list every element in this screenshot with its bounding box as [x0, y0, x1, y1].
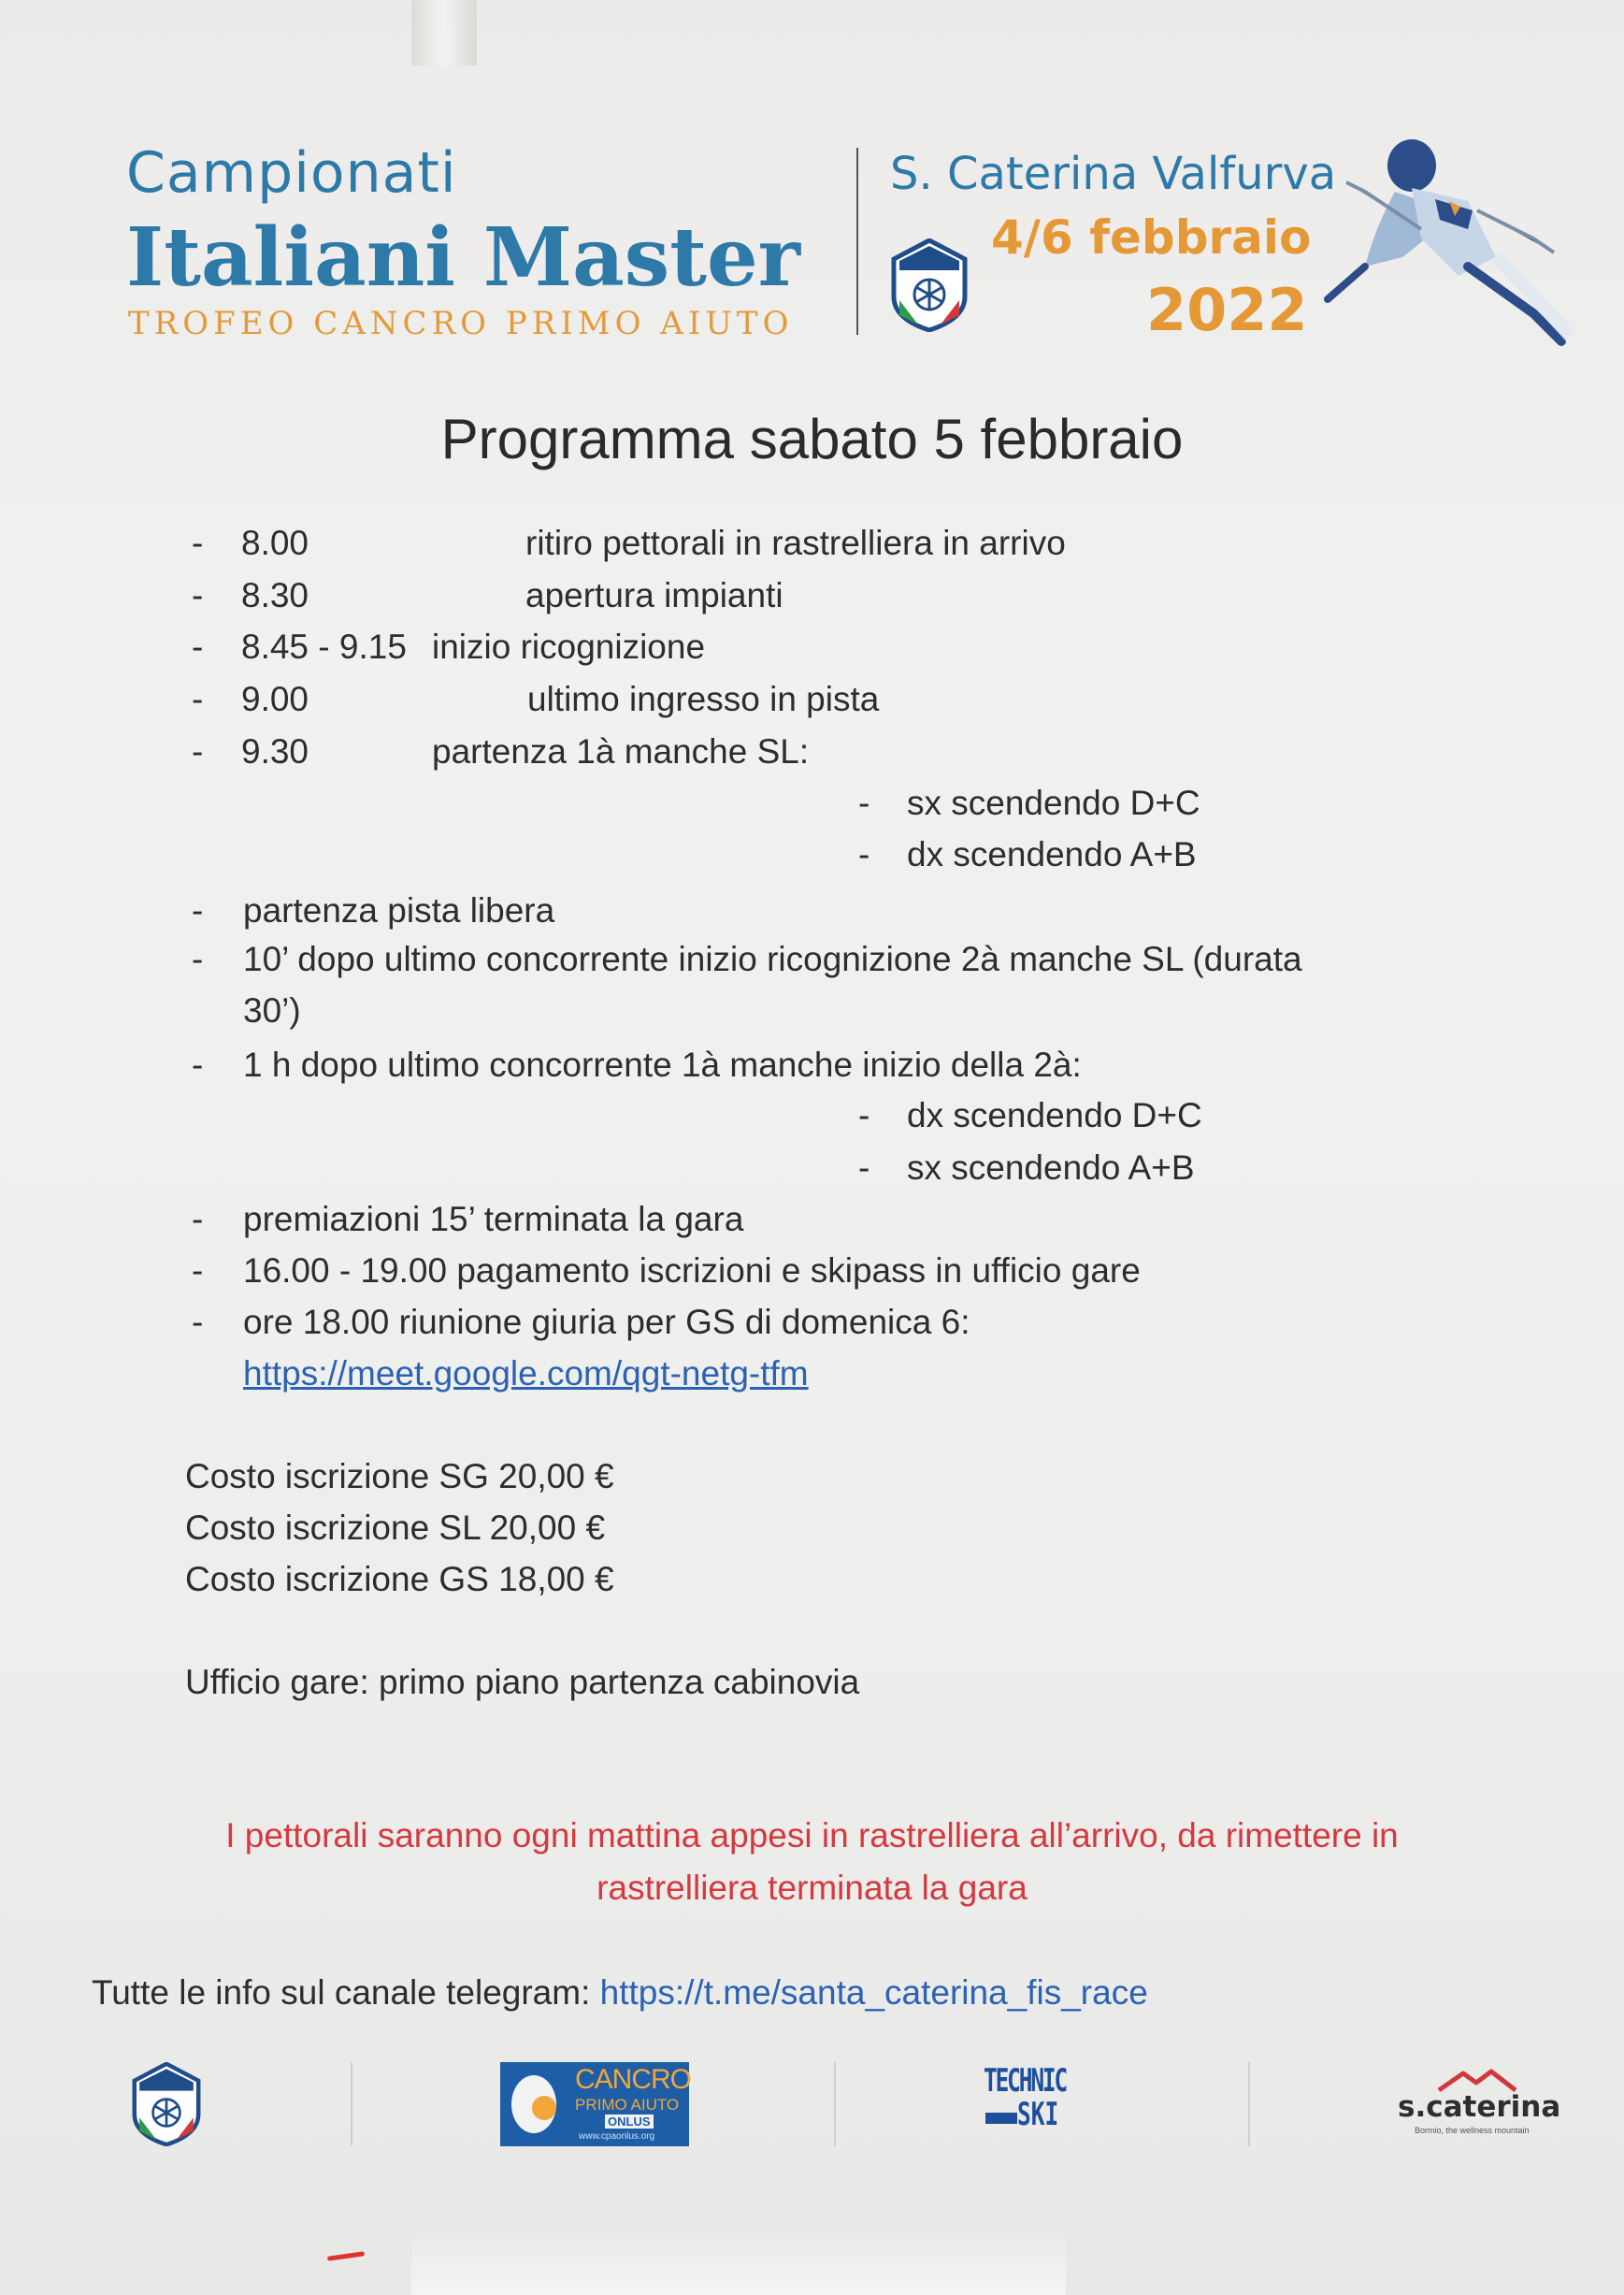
bib-notice-line2: rastrelliera terminata la gara — [596, 1869, 1028, 1907]
schedule-time: 8.00 — [241, 524, 309, 562]
sub-bullet-dash: - — [858, 1148, 870, 1187]
schedule-time: 9.30 — [241, 732, 309, 771]
schedule-text: ritiro pettorali in rastrelliera in arrivo — [525, 524, 1066, 562]
bib-notice-line1: I pettorali saranno ogni mattina appesi in rastrelliera all’arrivo, da rimettere in — [225, 1816, 1399, 1855]
bullet-dash: - — [192, 1251, 204, 1290]
fee-sl: Costo iscrizione SL 20,00 € — [185, 1508, 606, 1547]
header-dates: 4/6 febbraio — [991, 210, 1312, 265]
red-mark — [327, 2251, 365, 2261]
cancro-logo-title: CANCRO — [575, 2064, 692, 2095]
event-awards: premiazioni 15’ terminata la gara — [243, 1200, 744, 1238]
footer-separator — [834, 2062, 836, 2146]
technic-logo-bar — [985, 2113, 1017, 2124]
meet-link-text[interactable]: https://meet.google.com/qgt-netg-tfm — [243, 1354, 809, 1393]
schedule-text: inizio ricognizione — [432, 628, 706, 666]
header-italiani-master: Italiani Master — [126, 210, 800, 305]
bullet-dash: - — [192, 1046, 204, 1084]
event-recon-line1: 10’ dopo ultimo concorrente inizio ricognizione 2à manche SL (durata — [243, 940, 1302, 978]
second-run-sub-item: dx scendendo D+C — [907, 1096, 1202, 1134]
header-campionati: Campionati — [126, 140, 457, 206]
first-run-sub-item: dx scendendo A+B — [907, 835, 1197, 873]
telegram-label: Tutte le info sul canale telegram: — [92, 1973, 591, 2012]
page-title: Programma sabato 5 febbraio — [440, 408, 1184, 470]
bullet-dash: - — [192, 1200, 204, 1238]
scaterina-logo — [1398, 2062, 1566, 2146]
cancro-logo-sun — [532, 2096, 556, 2120]
bullet-dash: - — [192, 1303, 204, 1341]
technic-logo-top: TECHNIC — [984, 2062, 1067, 2100]
technic-ski-logo — [980, 2062, 1067, 2142]
event-pista-libera: partenza pista libera — [243, 891, 555, 930]
technic-logo-bottom: SKI — [1017, 2096, 1059, 2133]
footer-separator — [1248, 2062, 1250, 2146]
cancro-logo-site: www.cpaonlus.org — [579, 2131, 655, 2142]
bib-notice — [0, 1810, 1624, 1914]
fee-sg: Costo iscrizione SG 20,00 € — [185, 1457, 614, 1495]
schedule-time: 8.45 - 9.15 — [241, 628, 407, 666]
schedule-time: 9.00 — [241, 680, 309, 718]
schedule-text: apertura impianti — [525, 576, 783, 614]
tape-top — [411, 0, 477, 65]
bullet-dash: - — [192, 680, 204, 718]
skier-illustration-icon — [1309, 126, 1589, 351]
event-jury: ore 18.00 riunione giuria per GS di domenica 6: — [243, 1303, 970, 1341]
event-second-run: 1 h dopo ultimo concorrente 1à manche inizio della 2à: — [243, 1046, 1082, 1084]
header-year: 2022 — [1146, 276, 1308, 344]
race-office: Ufficio gare: primo piano partenza cabinovia — [185, 1663, 860, 1701]
second-run-sub-item: sx scendendo A+B — [907, 1148, 1195, 1187]
fisi-logo-icon — [890, 238, 969, 332]
schedule-text: ultimo ingresso in pista — [527, 680, 880, 718]
event-recon-line2: 30’) — [243, 991, 301, 1030]
bullet-dash: - — [192, 732, 204, 771]
sub-bullet-dash: - — [858, 784, 870, 822]
event-payments: 16.00 - 19.00 pagamento iscrizioni e skipass in ufficio gare — [243, 1251, 1141, 1290]
header-location: S. Caterina Valfurva — [890, 148, 1337, 200]
telegram-link[interactable]: https://t.me/santa_caterina_fis_race — [599, 1973, 1148, 2012]
telegram-info — [92, 1973, 1148, 2013]
footer-fisi-logo-icon — [131, 2062, 202, 2146]
sub-bullet-dash: - — [858, 835, 870, 873]
header-divider — [856, 148, 858, 335]
sub-bullet-dash: - — [858, 1096, 870, 1134]
schedule-time: 8.30 — [241, 576, 309, 614]
scaterina-word: s.caterina — [1398, 2090, 1561, 2124]
tape-bottom — [411, 2226, 1066, 2295]
footer-separator — [351, 2062, 352, 2146]
bullet-dash: - — [192, 628, 204, 666]
cancro-logo-onlus: ONLUS — [605, 2115, 654, 2129]
schedule-text: partenza 1à manche SL: — [432, 732, 810, 771]
cancro-primo-aiuto-logo — [500, 2062, 692, 2146]
meet-link[interactable] — [243, 1354, 809, 1393]
bullet-dash: - — [192, 524, 204, 562]
bullet-dash: - — [192, 891, 204, 930]
first-run-sub-item: sx scendendo D+C — [907, 784, 1200, 822]
bullet-dash: - — [192, 576, 204, 614]
cancro-logo-sub: PRIMO AIUTO — [575, 2096, 680, 2114]
fee-gs: Costo iscrizione GS 18,00 € — [185, 1560, 614, 1598]
bullet-dash: - — [192, 940, 204, 978]
scaterina-tagline: Bormio, the wellness mountain — [1415, 2126, 1530, 2135]
header-trofeo: TROFEO CANCRO PRIMO AIUTO — [128, 305, 794, 342]
